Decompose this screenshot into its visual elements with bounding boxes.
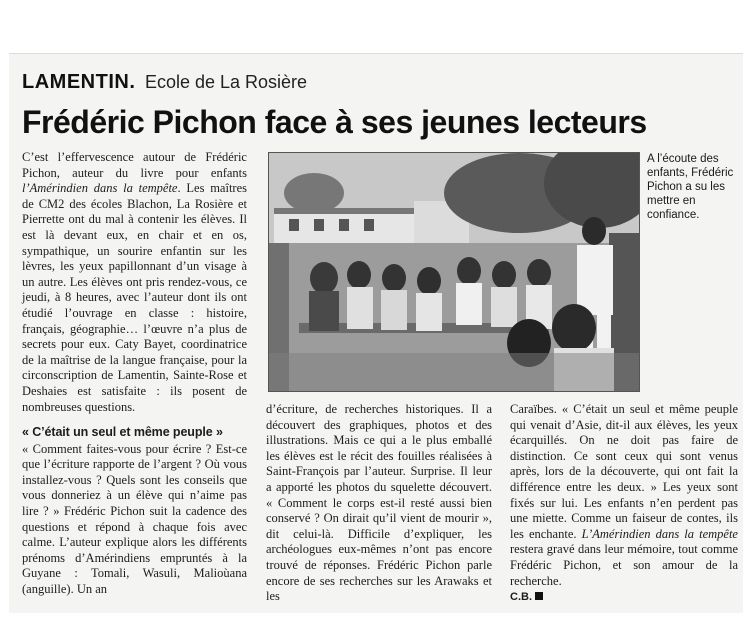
closing-text-a: Caraïbes. « C’était un seul et même peuple qui venait d’Asie, dit-il aux élèves, les yeux écarquillés. On ne doit pas faire de distinction. Ce sont ceux qui sont venus après, lors de la découverte, qui ont fait la différence entre les deux. » Les yeux sont fixés sur lui. Les enfants n’en perdent pas une miette. Comme un faiseur de contes, ils les enchante. [510,402,738,541]
closing-text-b: restera gravé dans leur mémoire, tout comme Frédéric Pichon, et son amour de la recherche. [510,542,738,588]
signature-line [510,589,738,606]
article-headline: Frédéric Pichon face à ses jeunes lecteurs [22,104,647,140]
book-title-2: L’Amérindien dans la tempête [581,526,738,541]
author-signature: C.B. [510,591,532,604]
section-subhead: « C’était un seul et même peuple » [22,425,223,440]
article-column-3 [510,402,738,606]
end-mark-square [535,592,543,600]
book-title: l’Amérindien dans la tempête [22,181,178,196]
intro-paragraph [22,150,247,415]
kicker [22,68,307,96]
article-column-1 [22,150,247,598]
article-photo [268,152,640,392]
intro-text-b: . Les maîtres de CM2 des écoles Blachon, La Rosière et Pierrette ont du mal à contenir les élèves. Il est là devant eux, en chair et en os, sympathique, un sourire enfantin sur les lèvres, les yeux papillonnant d’un visage à un autre. Les élèves ont pris rendez-vous, ce jeudi, à 8 heures, avec l’auteur dont ils ont étudié l’ouvrage en classe : histoire, français, géographie… l’œuvre n’a plus de secrets pour eux. Caty Bayet, coordinatrice de la maîtrise de la langue française, pour la circonscription de Lamentin, Sainte-Rose et Deshaies est satisfaite : ils posent de nombreuses questions. [22,181,247,414]
column-2-text: d’écriture, de recherches historiques. Il a découvert des graphiques, photos et des illustrations. Mais ce qui a le plus emballé les élèves est le récit des fouilles réalisées à Saint-François par l’auteur. Surprise. Il leur a apporté les photos du squelette découvert. « Comment le corps est-il resté aussi bien conservé ? On dirait qu’il vient de mourir », dit celui-là. Difficile d’expliquer, les archéologues eux-mêmes n’ont pas encore trouvé de réponses. Frédéric Pichon parle encore de ses recherches sur les Arawaks et les [266,402,492,604]
photo-caption: A l’écoute des enfants, Frédéric Pichon a su les mettre en confiance. [647,153,734,221]
kicker-place: LAMENTIN. [22,71,136,93]
questions-paragraph: « Comment faites-vous pour écrire ? Est-ce que l’écriture rapporte de l’argent ? Où vous installez-vous ? Quels sont les conseils que vous donneriez à un élève qui n’aime pas lire ? » Frédéric Pichon suit la cadence des questions et répond à chaque fois avec calme. L’auteur explique alors les différents prénoms d’Amérindiens empruntés à la Guyane : Tomali, Wasuli, Malioùana (anguille). Un an [22,441,247,597]
article-column-2 [266,402,492,605]
kicker-school: Ecole de La Rosière [144,72,308,92]
schoolyard-photo-illustration [269,153,640,392]
intro-text-a: C’est l’effervescence autour de Frédéric Pichon, auteur du livre pour enfants [22,150,247,180]
closing-paragraph [510,402,738,589]
